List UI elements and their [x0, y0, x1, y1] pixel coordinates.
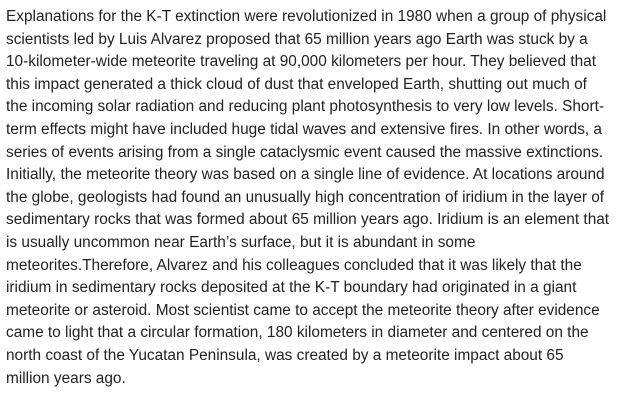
passage-line: this impact generated a thick cloud of dust that enveloped Earth, shutting out much of: [6, 75, 587, 93]
passage-line: Explanations for the K-T extinction were revolutionized in 1980 when a group of physical: [6, 8, 607, 25]
passage-line: million years ago.: [6, 369, 126, 387]
passage-line: is usually uncommon near Earth’s surface, but it is abundant in some: [6, 233, 476, 251]
passage-line: 10-kilometer-wide meteorite traveling at 90,000 kilometers per hour. They believed that: [6, 53, 596, 71]
passage-line: Initially, the meteorite theory was based on a single line of evidence. At locations around: [6, 166, 605, 184]
passage-line: the globe, geologists had found an unusually high concentration of iridium in the layer of: [6, 188, 605, 206]
passage-line: meteorites.Therefore, Alvarez and his colleagues concluded that it was likely that the: [6, 256, 582, 274]
passage-line: meteorite or asteroid. Most scientist came to accept the meteorite theory after evidence: [6, 301, 600, 319]
passage-line: north coast of the Yucatan Peninsula, was created by a meteorite impact about 65: [6, 346, 564, 364]
passage-line: iridium in sedimentary rocks deposited at the K-T boundary had originated in a giant: [6, 279, 577, 297]
passage-line: scientists led by Luis Alvarez proposed that 65 million years ago Earth was stuck by a: [6, 30, 588, 48]
passage-line: came to light that a circular formation, 180 kilometers in diameter and centered on the: [6, 324, 589, 342]
passage-line: sedimentary rocks that was formed about 65 million years ago. Iridium is an element that: [6, 211, 610, 229]
passage-text: [6, 6, 638, 390]
passage-line: the incoming solar radiation and reducing plant photosynthesis to very low levels. Short-: [6, 98, 604, 116]
passage-line: series of events arising from a single cataclysmic event caused the massive extinctions.: [6, 143, 604, 161]
passage-line: term effects might have included huge tidal waves and extensive fires. In other words, a: [6, 120, 602, 138]
